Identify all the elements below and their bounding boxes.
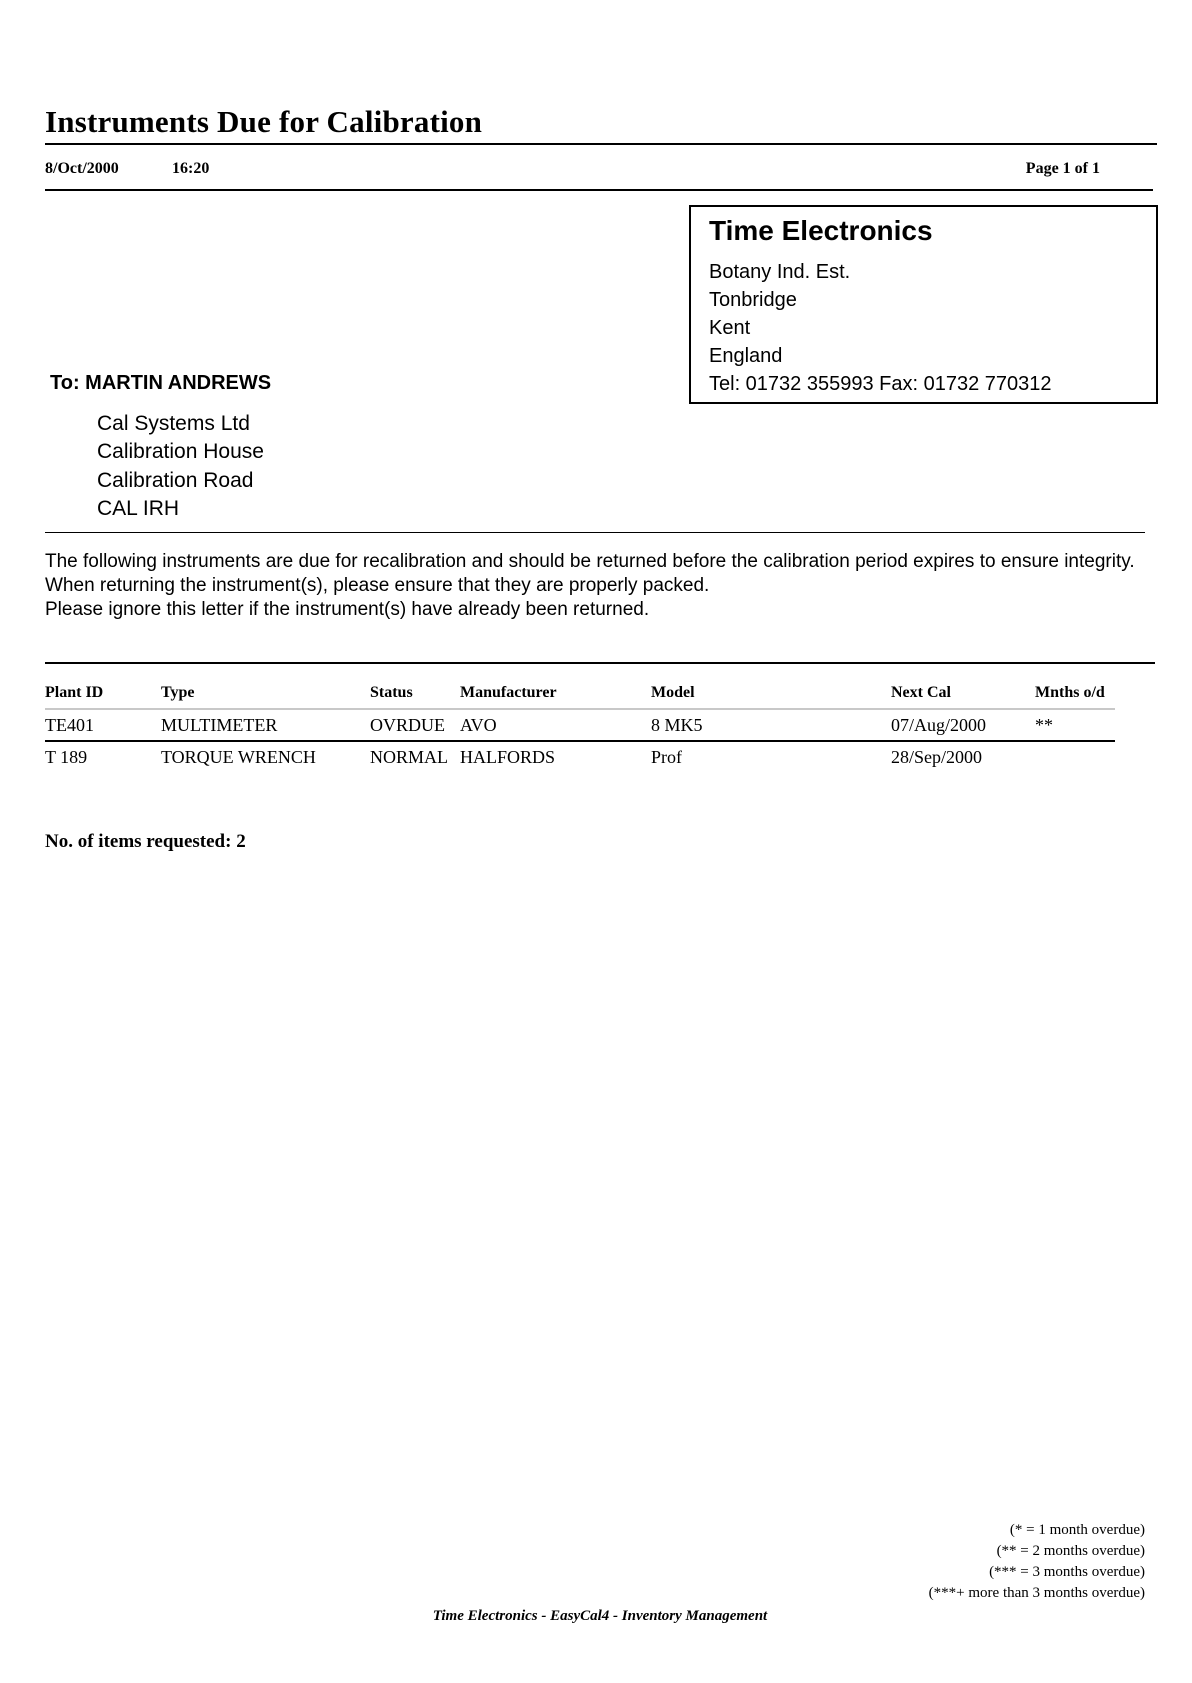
table-top-divider	[45, 662, 1155, 664]
company-name: Time Electronics	[709, 215, 933, 246]
instruments-table	[45, 678, 1115, 772]
page-footer: Time Electronics - EasyCal4 - Inventory Management	[432, 1608, 768, 1624]
address-divider	[45, 532, 1145, 533]
overdue-legend	[860, 1520, 1145, 1604]
cell-type: MULTIMETER	[161, 714, 278, 735]
recipient-address-line: Calibration Road	[97, 469, 254, 492]
column-header-months-overdue: Mnths o/d	[1035, 684, 1105, 701]
column-header-plant-id: Plant ID	[45, 684, 104, 701]
company-address-line: Tonbridge	[709, 289, 797, 311]
company-address-line: Kent	[709, 317, 751, 339]
cell-months-overdue	[1035, 741, 1115, 772]
page-number: Page 1 of 1	[1025, 160, 1100, 177]
recipient-address-line: Cal Systems Ltd	[97, 412, 250, 435]
legend-line: (*** = 3 months overdue)	[989, 1564, 1145, 1580]
intro-text	[45, 550, 1155, 622]
page-title: Instruments Due for Calibration	[45, 104, 483, 139]
cell-manufacturer: HALFORDS	[460, 746, 556, 767]
cell-type: TORQUE WRENCH	[161, 746, 316, 767]
column-header-manufacturer: Manufacturer	[460, 684, 557, 701]
table-row	[45, 709, 1115, 741]
cell-months-overdue: **	[1035, 714, 1053, 735]
cell-plant-id: TE401	[45, 714, 94, 735]
header-divider	[45, 189, 1153, 191]
cell-model: Prof	[651, 746, 682, 767]
title-divider	[45, 143, 1157, 145]
recipient-address-line: Calibration House	[97, 440, 264, 463]
report-time: 16:20	[172, 160, 210, 177]
recipient-name: To: MARTIN ANDREWS	[50, 372, 272, 394]
legend-line: (* = 1 month overdue)	[1009, 1522, 1145, 1538]
column-header-next-cal: Next Cal	[891, 684, 951, 701]
recipient-address-line: CAL IRH	[97, 497, 180, 520]
cell-next-cal: 07/Aug/2000	[891, 714, 987, 735]
legend-line: (***+ more than 3 months overdue)	[928, 1585, 1145, 1601]
intro-paragraph: The following instruments are due for recalibration and should be returned before the calibration period expires to ensure integrity. When returning the instrument(s), please ensure that they are properly packed.	[45, 551, 1135, 596]
cell-status: NORMAL	[370, 746, 449, 767]
items-requested-count: No. of items requested: 2	[45, 831, 246, 852]
column-header-type: Type	[161, 684, 195, 701]
company-info-box	[689, 205, 1158, 404]
column-header-status: Status	[370, 684, 413, 701]
cell-model: 8 MK5	[651, 714, 703, 735]
cell-plant-id: T 189	[45, 746, 88, 767]
table-row	[45, 741, 1115, 772]
column-header-model: Model	[651, 684, 695, 701]
table-header-row	[45, 678, 1115, 709]
company-contact: Tel: 01732 355993 Fax: 01732 770312	[709, 373, 1052, 395]
company-address-line: England	[709, 345, 783, 367]
company-address-line: Botany Ind. Est.	[709, 261, 851, 283]
report-date: 8/Oct/2000	[45, 160, 119, 177]
cell-status: OVRDUE	[370, 714, 445, 735]
cell-next-cal: 28/Sep/2000	[891, 746, 983, 767]
cell-manufacturer: AVO	[460, 714, 497, 735]
intro-paragraph: Please ignore this letter if the instrument(s) have already been returned.	[45, 599, 650, 620]
legend-line: (** = 2 months overdue)	[996, 1543, 1145, 1559]
